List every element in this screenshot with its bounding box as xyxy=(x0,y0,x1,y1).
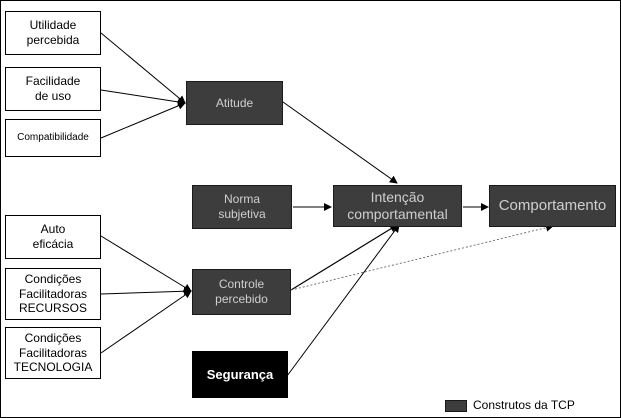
condicoes-recursos-box: Condições Facilitadoras RECURSOS xyxy=(5,268,101,320)
intencao-comportamental-box: Intenção comportamental xyxy=(333,185,462,227)
arrow-recursos-to-controle xyxy=(101,291,191,294)
arrow-tecnologia-to-controle xyxy=(101,291,191,353)
facilidade-de-uso-box: Facilidade de uso xyxy=(5,67,101,111)
condicoes-tecnologia-box: Condições Facilitadoras TECNOLOGIA xyxy=(5,327,101,379)
controle-percebido-box: Controle percebido xyxy=(192,269,291,315)
arrow-atitude-to-intencao xyxy=(283,102,397,183)
comportamento-box: Comportamento xyxy=(489,185,616,227)
utilidade-percebida-box: Utilidade percebida xyxy=(5,11,101,55)
arrow-utilidade-to-atitude xyxy=(101,33,185,103)
compatibilidade-box: Compatibilidade xyxy=(5,119,101,157)
arrow-controle-to-comportamento xyxy=(291,226,553,290)
atitude-box: Atitude xyxy=(186,81,283,125)
arrow-seguranca-to-intencao xyxy=(287,225,399,376)
legend-swatch xyxy=(445,400,467,412)
legend-label: Construtos da TCP xyxy=(473,398,575,412)
arrow-compatibilidade-to-atitude xyxy=(101,103,185,138)
arrow-auto-eficacia-to-controle xyxy=(101,236,191,291)
seguranca-box: Segurança xyxy=(192,351,288,398)
auto-eficacia-box: Auto eficácia xyxy=(5,215,101,259)
norma-subjetiva-box: Norma subjetiva xyxy=(192,185,292,229)
arrow-controle-to-intencao xyxy=(291,225,397,290)
